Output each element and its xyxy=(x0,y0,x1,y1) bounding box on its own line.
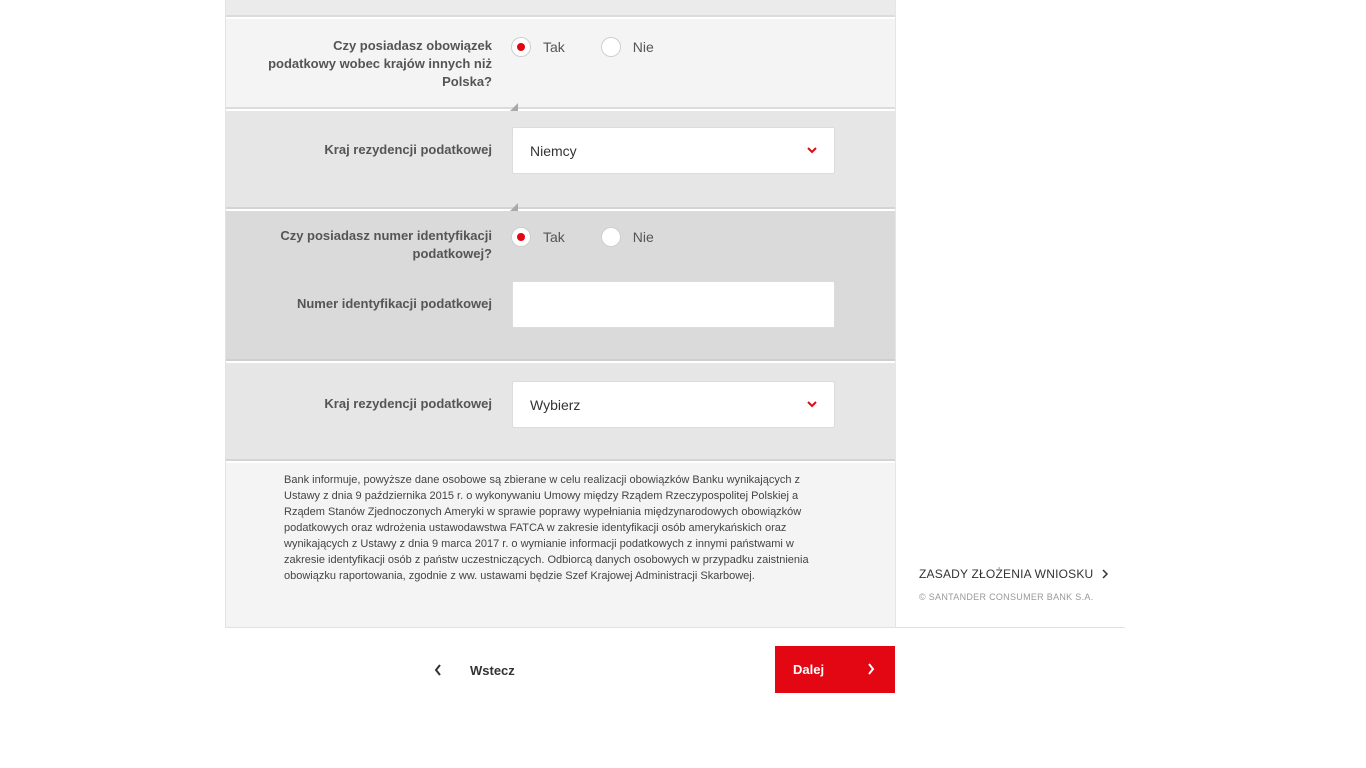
radio-unchecked-icon xyxy=(601,227,621,247)
tin-radio-group xyxy=(511,227,690,247)
tin-yes-radio[interactable] xyxy=(511,227,565,247)
tax-country-section-1 xyxy=(226,111,895,209)
radio-label-no: Nie xyxy=(632,229,654,245)
radio-label-yes: Tak xyxy=(543,39,565,55)
tax-country-select-value-1: Niemcy xyxy=(530,142,577,159)
tin-question-label: Czy posiadasz numer identyfikacji podatkowej? xyxy=(280,228,492,261)
tax-country-section-2 xyxy=(226,363,895,461)
legal-notice-section xyxy=(226,463,895,627)
sidebar xyxy=(895,0,1125,627)
tax-obligation-section xyxy=(226,19,895,109)
application-frame xyxy=(225,0,1125,628)
radio-label-no: Nie xyxy=(632,39,654,55)
tax-obligation-no-radio[interactable] xyxy=(601,37,654,57)
chevron-right-icon xyxy=(1101,569,1109,579)
tax-obligation-yes-radio[interactable] xyxy=(511,37,565,57)
tax-obligation-label: Czy posiadasz obowiązek podatkowy wobec krajów innych niż Polska? xyxy=(268,38,492,89)
tin-no-radio[interactable] xyxy=(601,227,654,247)
back-button-label: Wstecz xyxy=(470,662,515,678)
radio-unchecked-icon xyxy=(601,37,621,57)
tin-input[interactable] xyxy=(512,281,835,328)
tax-country-select-value-2: Wybierz xyxy=(530,396,581,413)
previous-section-edge xyxy=(226,0,895,17)
tax-country-label-1: Kraj rezydencji podatkowej xyxy=(324,142,492,157)
chevron-left-icon xyxy=(434,664,442,676)
tin-section xyxy=(226,211,895,361)
tax-country-select-2[interactable] xyxy=(512,381,835,428)
chevron-down-icon xyxy=(806,144,818,156)
chevron-down-icon xyxy=(806,398,818,410)
radio-label-yes: Tak xyxy=(543,229,565,245)
radio-checked-icon xyxy=(511,227,531,247)
tax-obligation-radio-group xyxy=(511,37,690,57)
radio-checked-icon xyxy=(511,37,531,57)
section-notch-icon xyxy=(510,203,518,211)
section-notch-icon xyxy=(510,103,518,111)
application-rules-label: ZASADY ZŁOŻENIA WNIOSKU xyxy=(919,567,1094,581)
copyright-text: © SANTANDER CONSUMER BANK S.A. xyxy=(919,592,1094,602)
back-button[interactable] xyxy=(425,648,545,692)
tax-country-select-1[interactable] xyxy=(512,127,835,174)
tax-country-label-2: Kraj rezydencji podatkowej xyxy=(324,396,492,411)
form-column xyxy=(226,0,895,627)
application-rules-link[interactable] xyxy=(919,567,1109,581)
next-button-label: Dalej xyxy=(793,662,825,677)
legal-notice-text: Bank informuje, powyższe dane osobowe są zbierane w celu realizacji obowiązków Banku wynikających z Ustawy z dnia 9 października 2015 r. o wykonywaniu Umowy między Rządem Rzeczypospolitej Polskiej a Rządem Stanów Zjednoczonych Ameryki w sprawie poprawy wypełniania międzynarodowych obowiązków podatkowych oraz wdrożenia ustawodawstwa FATCA w zakresie identyfikacji osób amerykańskich oraz wynikających z Ustawy z dnia 9 marca 2017 r. o wymianie informacji podatkowych z innymi państwami w zakresie identyfikacji osób z państw uczestniczących. Odbiorcą danych osobowych w przypadku zaistnienia obowiązku raportowania, zgodnie z ww. ustawami będzie Szef Krajowej Administracji Skarbowej. xyxy=(284,474,809,582)
chevron-right-icon xyxy=(867,663,875,675)
tin-field-label: Numer identyfikacji podatkowej xyxy=(296,296,492,311)
next-button[interactable] xyxy=(775,646,895,693)
